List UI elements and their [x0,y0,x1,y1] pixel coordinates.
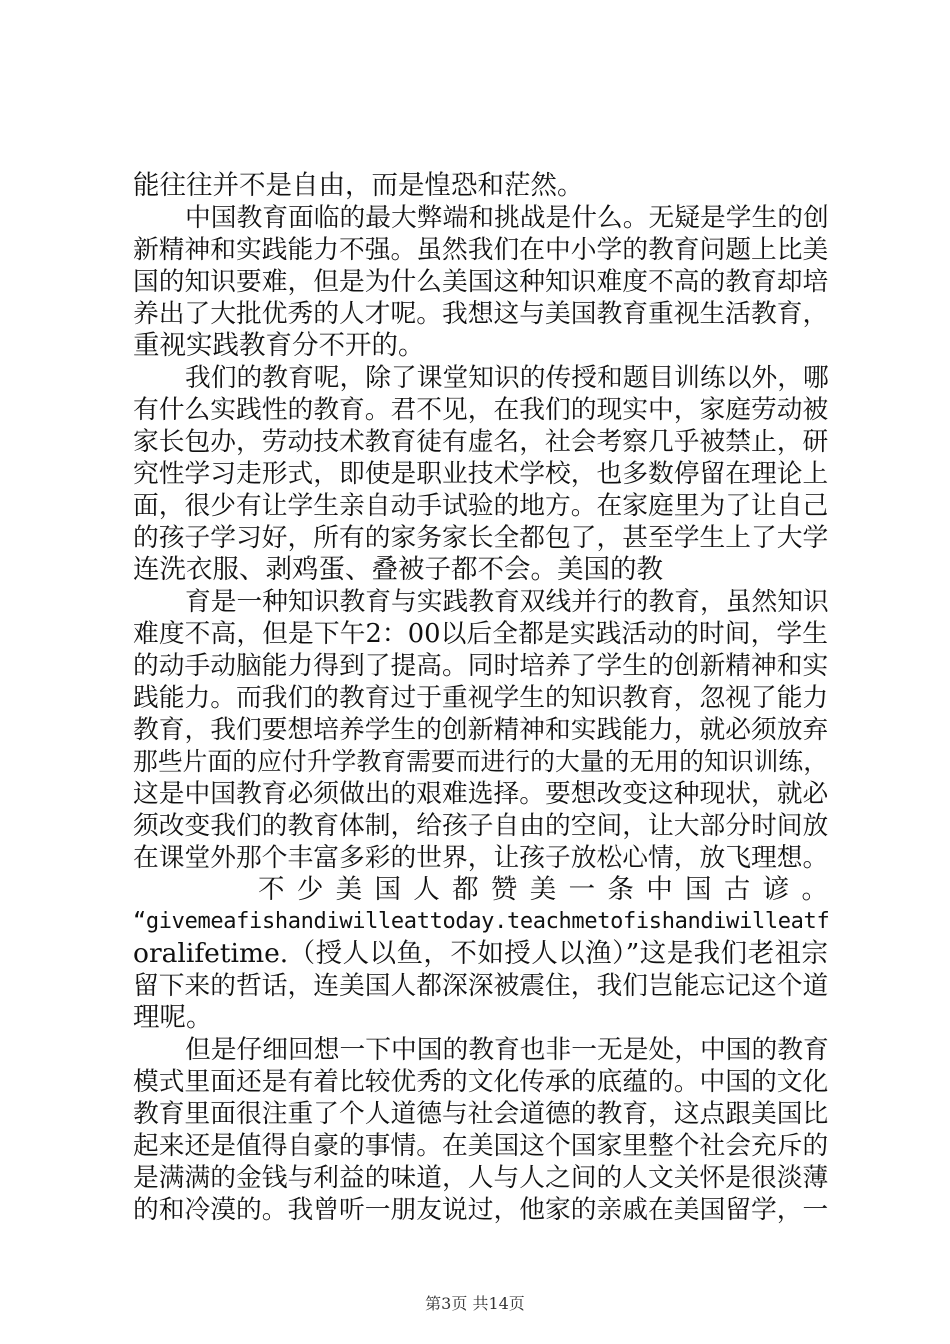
text-line: 践能力。而我们的教育过于重视学生的知识教育，忽视了能力 [133,683,829,713]
text-line: 的动手动脑能力得到了提高。同时培养了学生的创新精神和实 [133,651,829,681]
text-line: 教育，我们要想培养学生的创新精神和实践能力，就必须放弃 [133,715,829,745]
text-line: 的和冷漠的。我曾听一朋友说过，他家的亲戚在美国留学，一 [133,1195,829,1225]
text-line: 中国教育面临的最大弊端和挑战是什么。无疑是学生的创 [185,203,829,233]
text-line: 起来还是值得自豪的事情。在美国这个国家里整个社会充斥的 [133,1131,829,1161]
text-line: 须改变我们的教育体制，给孩子自由的空间，让大部分时间放 [133,811,829,841]
text-line: 连洗衣服、剥鸡蛋、叠被子都不会。美国的教 [133,554,663,585]
text-line: 国的知识要难，但是为什么美国这种知识难度不高的教育却培 [133,267,829,297]
text-line: 教育里面很注重了个人道德与社会道德的教育，这点跟美国比 [133,1099,829,1129]
text-line: 那些片面的应付升学教育需要而进行的大量的无用的知识训练， [133,747,828,776]
text-line: 能往往并不是自由，而是惶恐和茫然。 [133,170,584,201]
text-line: 新精神和实践能力不强。虽然我们在中小学的教育问题上比美 [133,235,829,265]
text-line: 家长包办，劳动技术教育徒有虚名，社会考察几乎被禁止，研 [133,427,829,457]
text-line: 模式里面还是有着比较优秀的文化传承的底蕴的。中国的文化 [133,1067,829,1097]
text-line: 但是仔细回想一下中国的教育也非一无是处，中国的教育 [185,1035,829,1065]
text-line: “givemeafishandiwilleattoday.teachmetofishandiwilleatf [133,909,830,934]
text-line: 有什么实践性的教育。君不见，在我们的现实中，家庭劳动被 [133,395,829,425]
text-line: oralifetime.（授人以鱼，不如授人以渔）”这是我们老祖宗 [133,938,828,969]
text-line: 我们的教育呢，除了课堂知识的传授和题目训练以外，哪 [185,363,829,393]
text-line: 是满满的金钱与利益的味道，人与人之间的人文关怀是很淡薄 [133,1163,829,1193]
text-line: 养出了大批优秀的人才呢。我想这与美国教育重视生活教育， [133,299,829,329]
text-line: 究性学习走形式，即使是职业技术学校，也多数停留在理论上 [133,459,829,489]
text-line: 面，很少有让学生亲自动手试验的地方。在家庭里为了让自己 [133,491,829,521]
text-line: 难度不高，但是下午2：00以后全都是实践活动的时间，学生 [133,619,828,649]
text-line: 不少美国人都赞美一条中国古谚。 [258,874,828,905]
text-line: 这是中国教育必须做出的艰难选择。要想改变这种现状，就必 [133,779,829,809]
text-line: 理呢。 [133,1002,213,1033]
text-line: 育是一种知识教育与实践教育双线并行的教育，虽然知识 [185,587,829,617]
text-line: 的孩子学习好，所有的家务家长全都包了，甚至学生上了大学 [133,523,829,553]
text-line: 在课堂外那个丰富多彩的世界，让孩子放松心情，放飞理想。 [133,843,829,873]
page-footer: 第3页 共14页 [425,1294,525,1313]
text-line: 重视实践教育分不开的。 [133,330,425,361]
text-line: 留下来的哲话，连美国人都深深被震住，我们岂能忘记这个道 [133,971,829,1001]
